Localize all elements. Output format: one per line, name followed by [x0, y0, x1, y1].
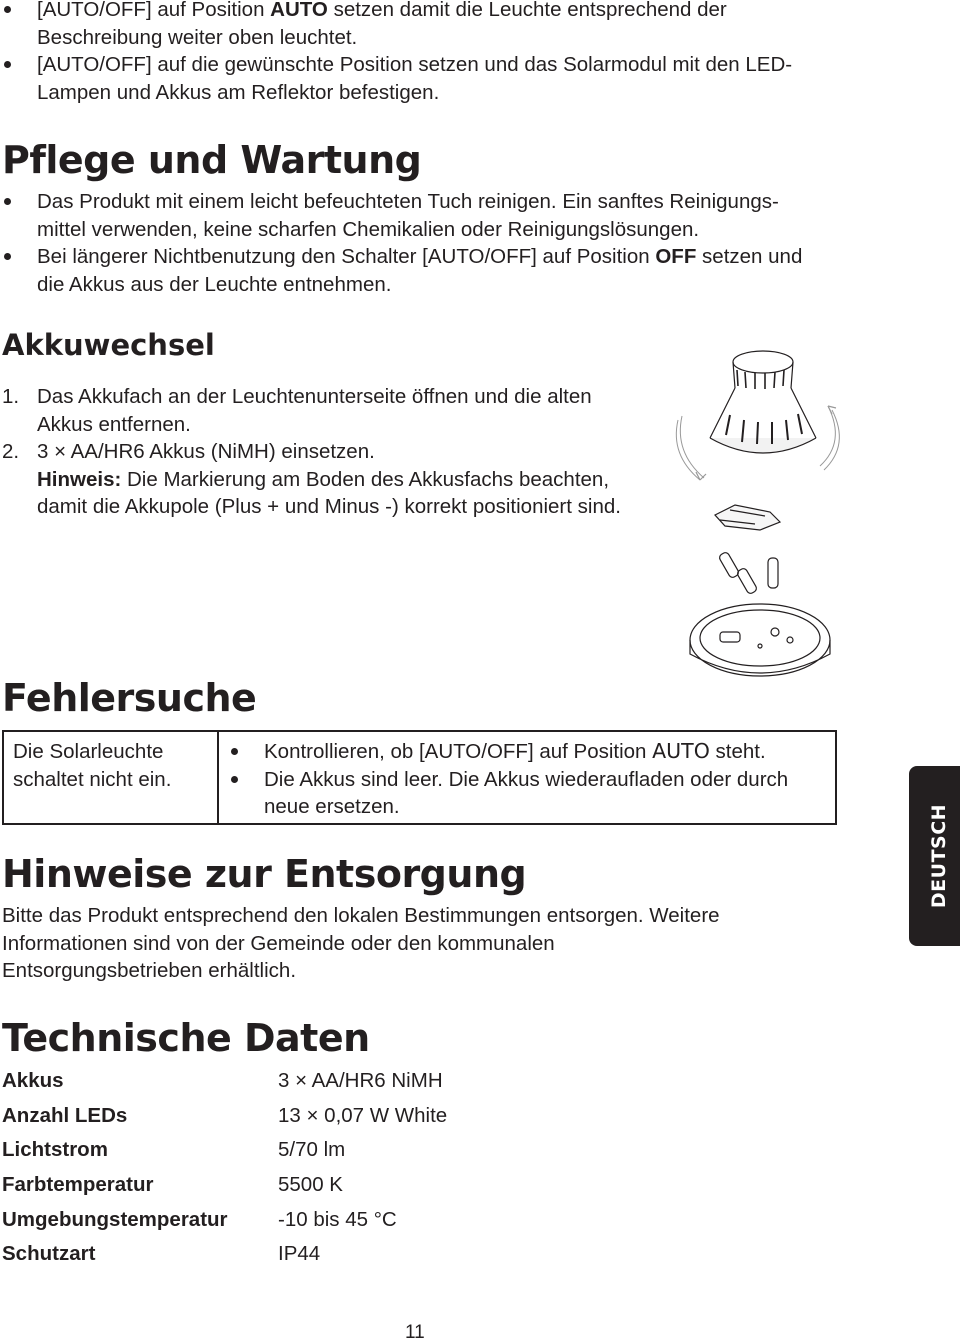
list-item: Das Produkt mit einem leicht befeuchteten Tuch reinigen. Ein sanftes Reinigungs-mittel verwenden, keine scharfen Chemikalien oder Reinigungslösungen.: [2, 188, 822, 243]
list-item: [AUTO/OFF] auf die gewünschte Position setzen und das Solarmodul mit den LED-Lampen und Akkus am Reflektor befestigen.: [2, 51, 802, 106]
language-tab: [909, 766, 960, 946]
spec-value: IP44: [278, 1242, 321, 1265]
spec-key: Anzahl LEDs: [2, 1104, 128, 1127]
battery-heading: Akkuwechsel: [2, 328, 215, 362]
battery-note: Hinweis: Die Markierung am Boden des Akkusfachs beachten, damit die Akkupole (Plus + und Minus -) korrekt positioniert sind.: [37, 467, 621, 518]
spec-value: 5/70 lm: [278, 1138, 346, 1161]
spec-key: Schutzart: [2, 1242, 96, 1265]
problem-cell: Die Solarleuchte schaltet nicht ein.: [4, 732, 219, 823]
spec-value: 13 × 0,07 W White: [278, 1104, 448, 1127]
care-heading: Pflege und Wartung: [2, 138, 422, 182]
intro-bullet-list: [2, 0, 802, 106]
battery-steps: [2, 383, 652, 521]
care-bullet-list: [2, 188, 822, 298]
page-number: 11: [405, 1322, 425, 1343]
spec-value: 5500 K: [278, 1173, 343, 1196]
list-item: Bei längerer Nichtbenutzung den Schalter [AUTO/OFF] auf Position OFF setzen und die Akkus aus der Leuchte entnehmen.: [2, 243, 822, 298]
troubleshooting-table: [2, 730, 837, 825]
list-item: Die Akkus sind leer. Die Akkus wiederaufladen oder durch neue ersetzen.: [229, 766, 809, 821]
spec-key: Lichtstrom: [2, 1138, 108, 1161]
language-tab-label: DEUTSCH: [928, 803, 950, 909]
spec-key: Farbtemperatur: [2, 1173, 154, 1196]
list-item: 1. Das Akkufach an der Leuchtenunterseite öffnen und die alten Akkus entfernen.: [2, 385, 592, 436]
battery-replacement-illustration: [660, 340, 860, 700]
disposal-text: Bitte das Produkt entsprechend den lokalen Bestimmungen entsorgen. Weitere Informationen sind von der Gemeinde oder den kommunalen Entsorgungsbetrieben erhältlich.: [2, 904, 720, 982]
solution-cell: [219, 738, 835, 821]
disposal-heading: Hinweise zur Entsorgung: [2, 852, 527, 896]
list-item: 2. 3 × AA/HR6 Akkus (NiMH) einsetzen.: [2, 440, 375, 463]
specs-heading: Technische Daten: [2, 1016, 370, 1060]
list-item: Kontrollieren, ob [AUTO/OFF] auf Position AUTO steht.: [229, 738, 809, 766]
spec-value: 3 × AA/HR6 NiMH: [278, 1069, 443, 1092]
spec-key: Akkus: [2, 1069, 64, 1092]
solution-list: [229, 738, 809, 821]
troubleshooting-heading: Fehlersuche: [2, 676, 257, 720]
spec-value: -10 bis 45 °C: [278, 1208, 397, 1231]
spec-key: Umgebungstemperatur: [2, 1208, 228, 1231]
list-item: [AUTO/OFF] auf Position AUTO setzen damit die Leuchte entsprechend der Beschreibung weiter oben leuchtet.: [2, 0, 802, 51]
